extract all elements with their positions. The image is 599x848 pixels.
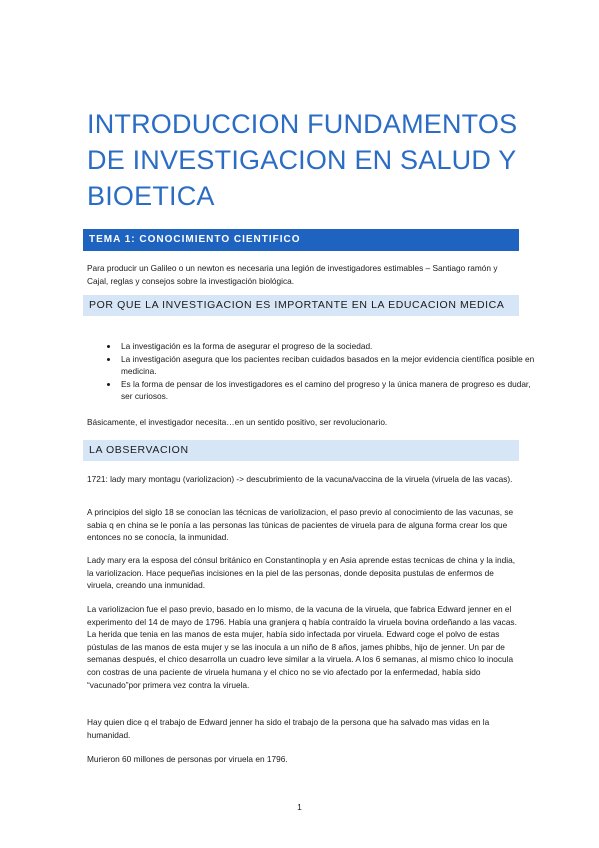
closing-paragraph: Básicamente, el investigador necesita…en un sentido positivo, ser revolucionario. [87,417,388,427]
list-item: • Es la forma de pensar de los investigadores es el camino del progreso y la única manera de progreso es dudar, ser curiosos. [119,378,539,403]
section-heading-observation: LA OBSERVACION [83,440,519,461]
observation-paragraph: A principios del siglo 18 se conocían las técnicas de variolizacion, el paso previo al conocimiento de las vacunas, se sabia q en china se le ponía a las personas las túnicas de pacientes de viruela para de alguna forma crear los que entonces no se conocía, la inmunidad. [87,507,514,543]
observation-paragraph: Murieron 60 millones de personas por viruela en 1796. [87,754,288,764]
topic-heading: TEMA 1: CONOCIMIENTO CIENTIFICO [83,229,519,251]
observation-paragraph: 1721: lady mary montagu (variolizacion) -> descubrimiento de la vacuna/vaccina de la viruela (viruela de las vacas). [87,474,513,484]
importance-bullet-list [87,340,539,403]
section-heading-importance: POR QUE LA INVESTIGACION ES IMPORTANTE EN LA EDUCACION MEDICA [83,295,519,316]
list-item: • La investigación es la forma de asegurar el progreso de la sociedad. [119,340,539,353]
observation-paragraph: Lady mary era la esposa del cónsul británico en Constantinopla y en Asia aprende estas tecnicas de china y la india, la variolizacion. Hace pequeñas incisiones en la piel de las personas, donde deposita pustulas de enfermos de viruela, creando una inmunidad. [87,555,516,591]
observation-paragraph: La variolizacion fue el paso previo, basado en lo mismo, de la vacuna de la viruela, que fabrica Edward jenner en el experimento del 14 de mayo de 1796. Había una granjera q había contraído la viruela bovina ordeñando a las vacas. La herida que tenia en las manos de esta mujer, había sido infectada por viruela. Edward coge el polvo de estas pústulas de las manos de esta mujer y se las inocula a un niño de 8 años, james phibbs, hijo de jenner. Un par de semanas después, el chico desarrolla un cuadro leve similar a la viruela. A los 6 semanas, al mismo chico lo inocula con costras de una paciente de viruela humana y el chico no se vio afectado por la enfermedad, había sido “vacunado”por primera vez contra la viruela. [87,604,517,690]
document-title: INTRODUCCION FUNDAMENTOS DE INVESTIGACION EN SALUD Y BIOETICA [87,109,518,211]
observation-paragraph: Hay quien dice q el trabajo de Edward jenner ha sido el trabajo de la persona que ha salvado mas vidas en la humanidad. [87,717,490,740]
page-number: 1 [297,802,302,812]
list-item: • La investigación asegura que los pacientes reciban cuidados basados en la mejor evidencia científica posible en medicina. [119,353,539,378]
intro-paragraph: Para producir un Galileo o un newton es necesaria una legión de investigadores estimables – Santiago ramón y Cajal, reglas y consejos sobre la investigación biológica. [87,263,498,286]
